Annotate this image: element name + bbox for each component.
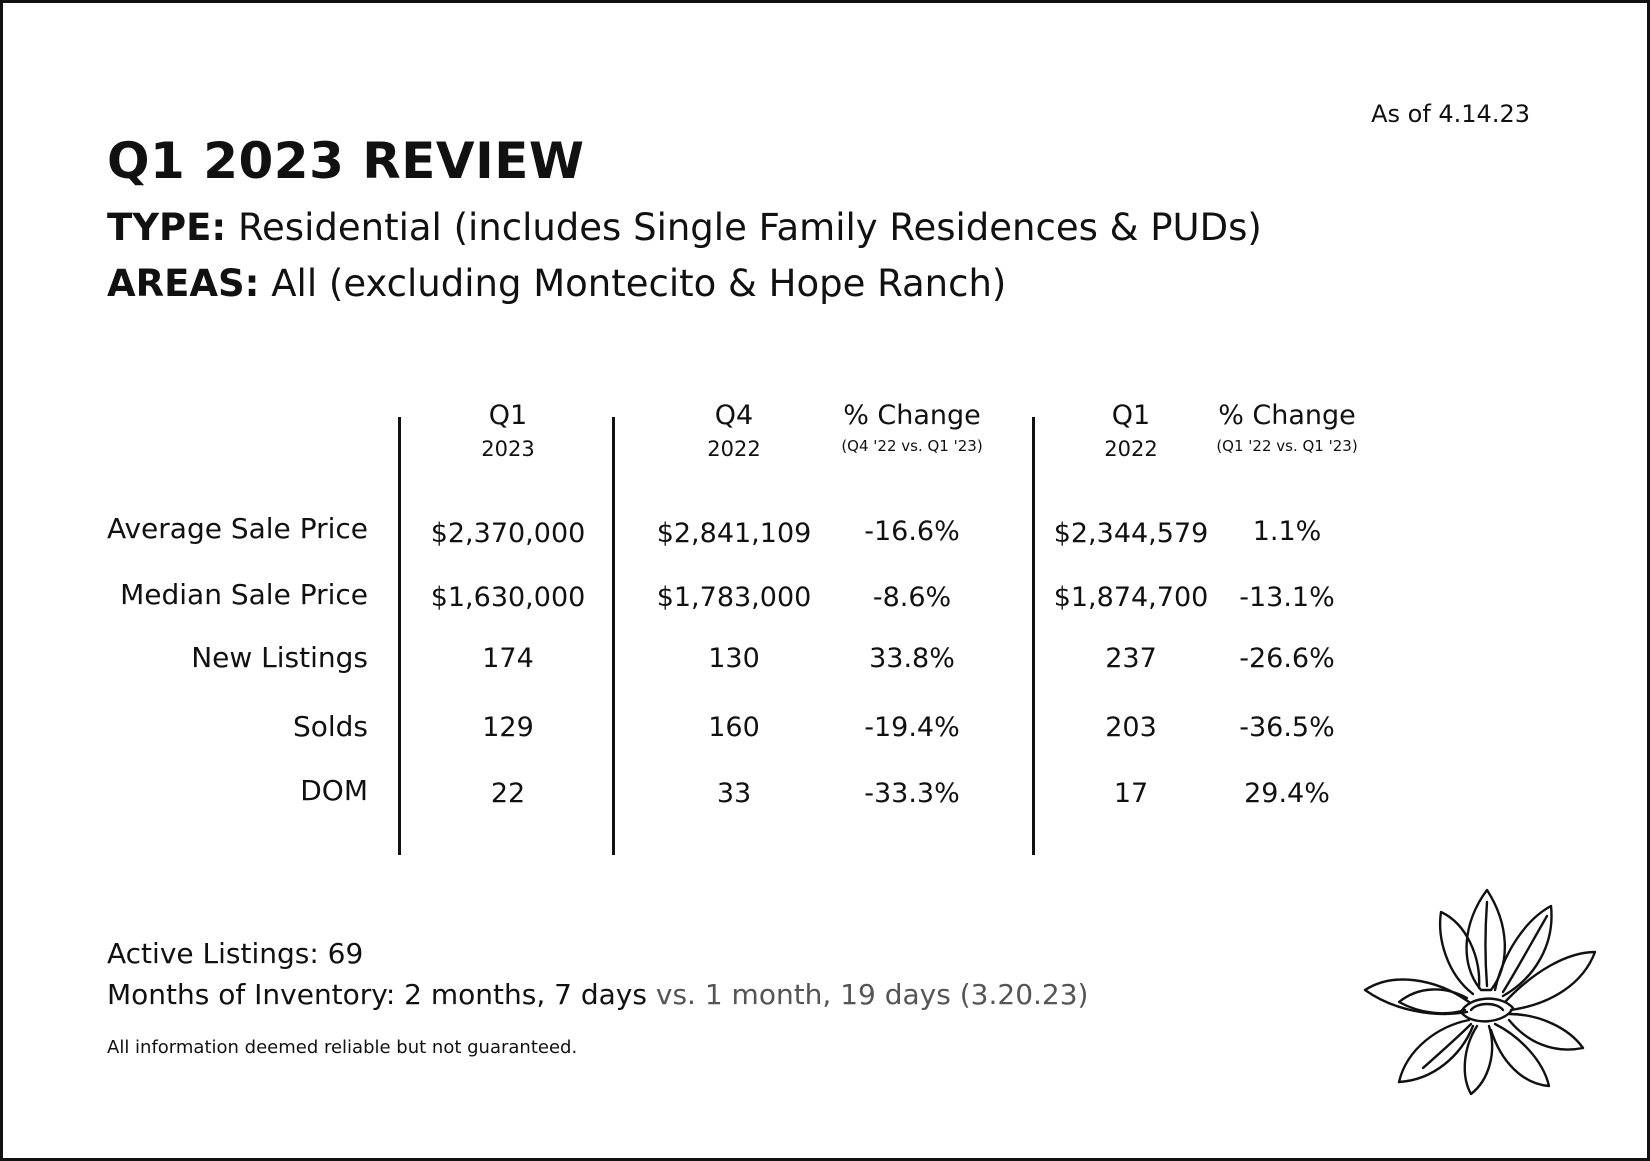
row-label-new-listings: New Listings — [191, 641, 368, 674]
areas-line — [107, 262, 1006, 305]
cell-median-q1-2022: $1,874,700 — [1053, 582, 1209, 613]
type-value: Residential (includes Single Family Residences & PUDs) — [238, 206, 1262, 249]
cell-average-q1-2022: $2,344,579 — [1053, 518, 1209, 549]
disclaimer: All information deemed reliable but not guaranteed. — [107, 1037, 578, 1058]
cell-dom-q1-2022: 17 — [1113, 778, 1149, 809]
cell-dom-q4-2022: 33 — [716, 778, 752, 809]
cell-dom-change-q1: 29.4% — [1244, 778, 1330, 809]
cell-new-listings-change-q1: -26.6% — [1239, 643, 1335, 674]
type-line — [107, 206, 1262, 249]
cell-average-change-q4: -16.6% — [864, 516, 960, 547]
row-label-median-sale-price: Median Sale Price — [120, 578, 368, 611]
divider-line — [398, 417, 401, 855]
as-of-date: As of 4.14.23 — [1371, 100, 1530, 128]
cell-median-q1-2023: $1,630,000 — [430, 582, 586, 613]
cell-median-q4-2022: $1,783,000 — [656, 582, 812, 613]
cell-new-listings-q1-2022: 237 — [1105, 643, 1157, 674]
inventory-current: Months of Inventory: 2 months, 7 days — [107, 978, 647, 1011]
cell-solds-change-q4: -19.4% — [864, 712, 960, 743]
type-label: TYPE: — [107, 206, 227, 249]
header-change-q4 — [812, 400, 1012, 455]
active-listings: Active Listings: 69 — [107, 937, 364, 970]
magnolia-flower-icon — [1363, 886, 1603, 1096]
row-label-dom: DOM — [300, 774, 368, 807]
cell-solds-q4-2022: 160 — [708, 712, 760, 743]
header-note: (Q4 '22 vs. Q1 '23) — [841, 437, 983, 455]
header-q4-2022 — [634, 400, 834, 461]
cell-new-listings-q4-2022: 130 — [708, 643, 760, 674]
divider-line — [612, 417, 615, 855]
cell-new-listings-q1-2023: 174 — [482, 643, 534, 674]
header-main: Q1 — [488, 400, 528, 431]
header-q1-2023 — [408, 400, 608, 461]
header-sub: 2023 — [481, 437, 535, 461]
header-note: (Q1 '22 vs. Q1 '23) — [1216, 437, 1358, 455]
months-of-inventory — [107, 978, 1088, 1011]
cell-solds-q1-2022: 203 — [1105, 712, 1157, 743]
cell-average-q4-2022: $2,841,109 — [656, 518, 812, 549]
header-change-q1 — [1187, 400, 1387, 455]
header-sub: 2022 — [1104, 437, 1158, 461]
header-main: Q4 — [714, 400, 754, 431]
header-sub: 2022 — [707, 437, 761, 461]
cell-average-q1-2023: $2,370,000 — [430, 518, 586, 549]
header-main: % Change — [843, 400, 981, 431]
page-title: Q1 2023 REVIEW — [107, 132, 585, 190]
inventory-compare: vs. 1 month, 19 days (3.20.23) — [646, 978, 1089, 1011]
cell-average-change-q1: 1.1% — [1252, 516, 1322, 547]
header-main: % Change — [1218, 400, 1356, 431]
cell-solds-change-q1: -36.5% — [1239, 712, 1335, 743]
cell-dom-change-q4: -33.3% — [864, 778, 960, 809]
cell-new-listings-change-q4: 33.8% — [869, 643, 955, 674]
cell-dom-q1-2023: 22 — [490, 778, 526, 809]
header-main: Q1 — [1111, 400, 1151, 431]
row-label-solds: Solds — [292, 710, 368, 743]
cell-median-change-q4: -8.6% — [872, 582, 952, 613]
areas-value: All (excluding Montecito & Hope Ranch) — [271, 262, 1007, 305]
areas-label: AREAS: — [107, 262, 260, 305]
cell-median-change-q1: -13.1% — [1239, 582, 1335, 613]
cell-solds-q1-2023: 129 — [482, 712, 534, 743]
row-label-average-sale-price: Average Sale Price — [106, 512, 368, 545]
